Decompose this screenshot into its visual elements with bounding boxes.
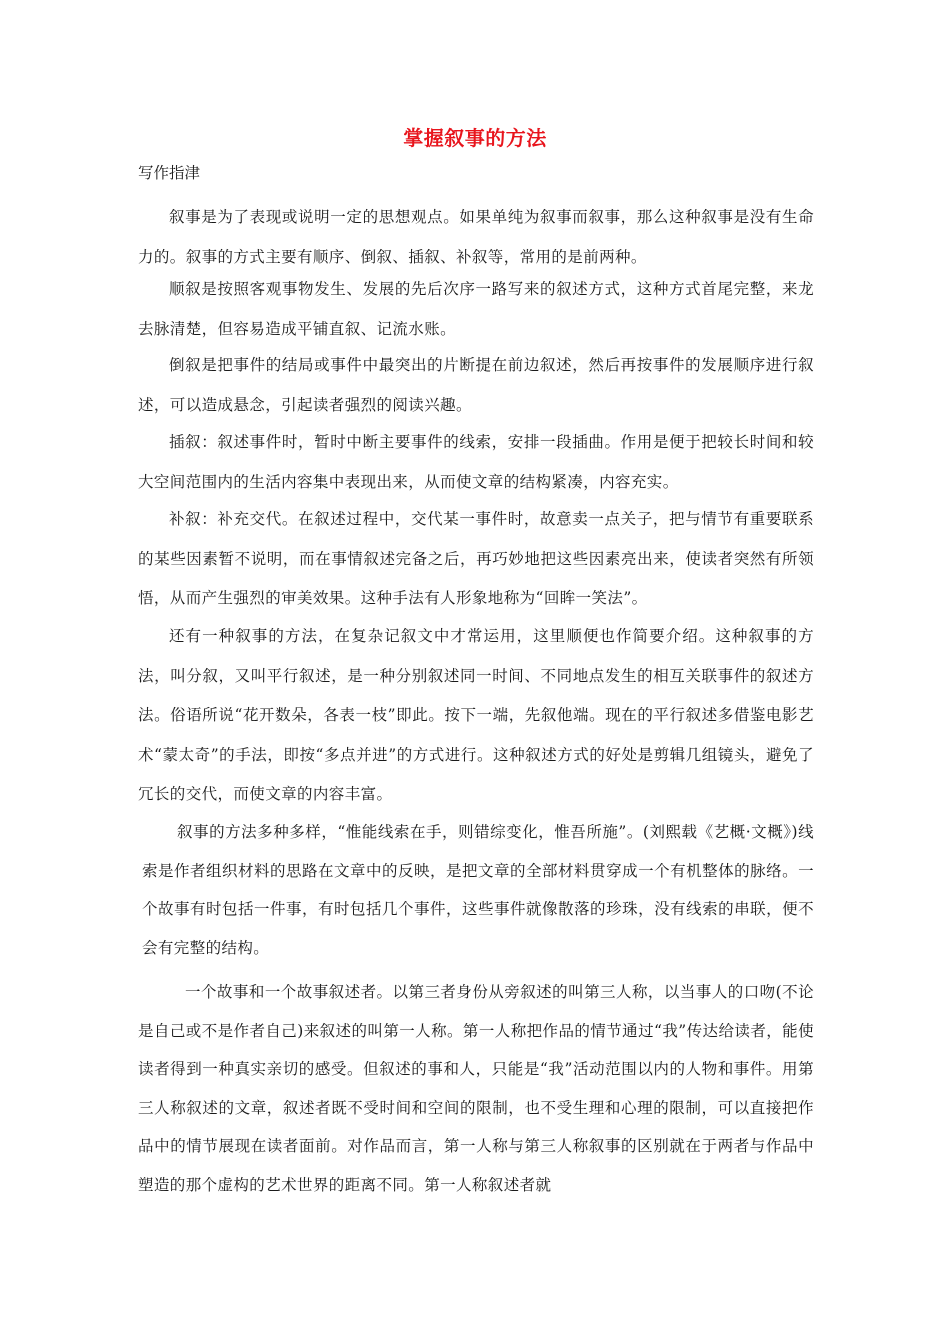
paragraph-fenxu: 还有一种叙事的方法，在复杂记叙文中才常运用，这里顺便也作简要介绍。这种叙事的方法，叫分叙，又叫平行叙述，是一种分别叙述同一时间、不同地点发生的相互关联事件的叙述方法。俗语所说“花开数朵，各表一枝”即此。按下一端，先叙他端。现在的平行叙述多借鉴电影艺术“蒙太奇”的手法，即按“多点并进”的方式进行。这种叙述方式的好处是剪辑几组镜头，避免了冗长的交代，而使文章的内容丰富。 [138, 627, 814, 803]
section-label: 写作指津 [138, 164, 201, 182]
paragraph-buxu: 补叙：补充交代。在叙述过程中，交代某一事件时，故意卖一点关子，把与情节有重要联系的某些因素暂不说明，而在事情叙述完备之后，再巧妙地把这些因素亮出来，使读者突然有所领悟，从而产生强烈的审美效果。这种手法有人形象地称为“回眸一笑法”。 [138, 510, 814, 607]
document-title: 掌握叙事的方法 [403, 126, 547, 150]
paragraph-renchen: 一个故事和一个故事叙述者。以第三者身份从旁叙述的叫第三人称，以当事人的口吻(不论是自己或不是作者自己)来叙述的叫第一人称。第一人称把作品的情节通过“我”传达给读者，能使读者得到一种真实亲切的感受。但叙述的事和人，只能是“我”活动范围以内的人物和事件。用第三人称叙述的文章，叙述者既不受时间和空间的限制，也不受生理和心理的限制，可以直接把作品中的情节展现在读者面前。对作品而言，第一人称与第三人称叙事的区别就在于两者与作品中塑造的那个虚构的艺术世界的距离不同。第一人称叙述者就 [138, 983, 814, 1194]
paragraph-xiansuo: 叙事的方法多种多样，“惟能线索在手，则错综变化，惟吾所施”。(刘熙载《艺概·文概》)线索是作者组织材料的思路在文章中的反映，是把文章的全部材料贯穿成一个有机整体的脉络。一个故事有时包括一件事，有时包括几个事件，这些事件就像散落的珍珠，没有线索的串联，便不会有完整的结构。 [142, 823, 814, 957]
paragraph-daoxu: 倒叙是把事件的结局或事件中最突出的片断提在前边叙述，然后再按事件的发展顺序进行叙述，可以造成悬念，引起读者强烈的阅读兴趣。 [138, 356, 814, 414]
paragraph-chaxu: 插叙：叙述事件时，暂时中断主要事件的线索，安排一段插曲。作用是便于把较长时间和较大空间范围内的生活内容集中表现出来，从而使文章的结构紧凑，内容充实。 [138, 433, 814, 491]
paragraph-intro: 叙事是为了表现或说明一定的思想观点。如果单纯为叙事而叙事，那么这种叙事是没有生命力的。叙事的方式主要有顺序、倒叙、插叙、补叙等，常用的是前两种。 [138, 208, 814, 266]
paragraph-shunxu: 顺叙是按照客观事物发生、发展的先后次序一路写来的叙述方式，这种方式首尾完整，来龙去脉清楚，但容易造成平铺直叙、记流水账。 [138, 280, 814, 338]
